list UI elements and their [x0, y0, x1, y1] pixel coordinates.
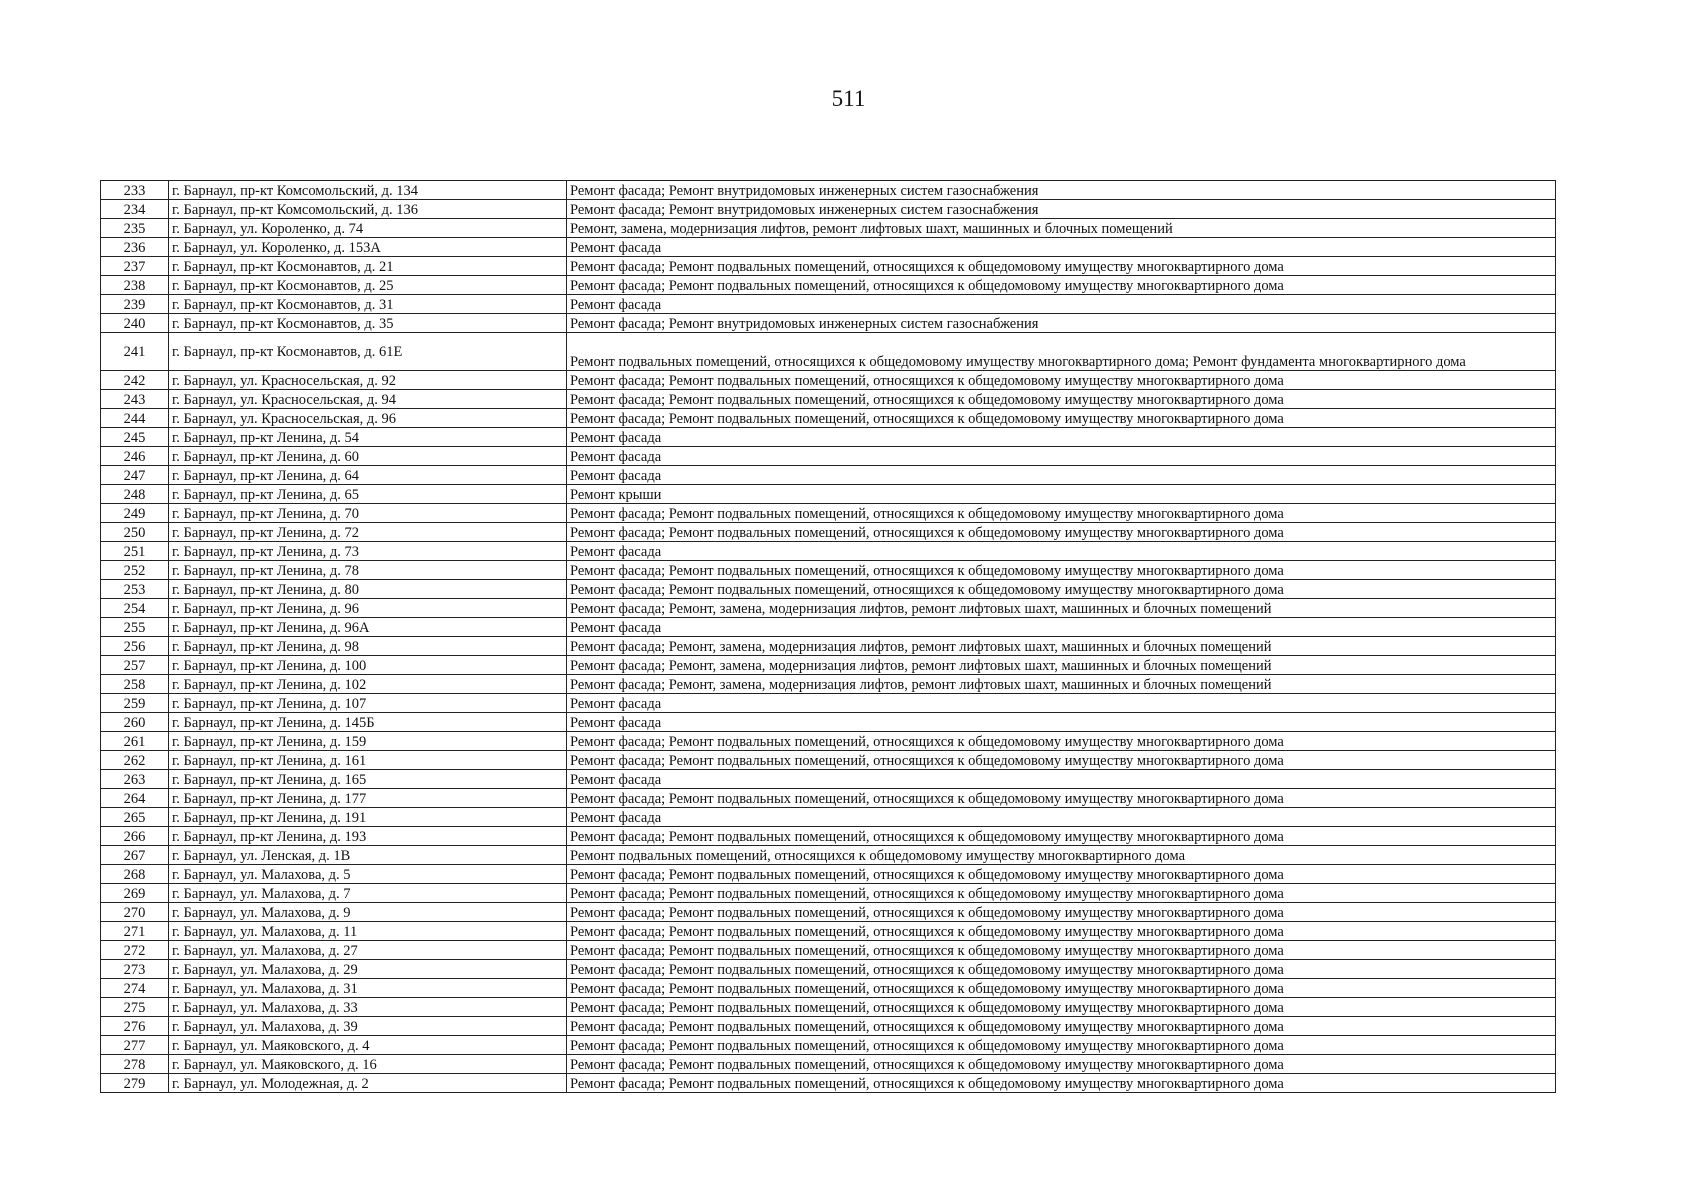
row-number: 265 — [101, 808, 169, 827]
row-number: 277 — [101, 1036, 169, 1055]
work-type-cell: Ремонт фасада; Ремонт, замена, модернизация лифтов, ремонт лифтовых шахт, машинных и блочных помещений — [567, 599, 1556, 618]
row-number: 268 — [101, 865, 169, 884]
table-row — [101, 998, 1556, 1017]
work-type-cell: Ремонт фасада; Ремонт подвальных помещений, относящихся к общедомовому имуществу многоквартирного дома — [567, 941, 1556, 960]
row-number: 272 — [101, 941, 169, 960]
address-cell: г. Барнаул, пр-кт Космонавтов, д. 21 — [169, 257, 567, 276]
work-type-cell: Ремонт фасада; Ремонт подвальных помещений, относящихся к общедомовому имуществу многоквартирного дома — [567, 865, 1556, 884]
row-number: 262 — [101, 751, 169, 770]
work-type-cell: Ремонт фасада — [567, 295, 1556, 314]
table-row — [101, 675, 1556, 694]
table-row — [101, 580, 1556, 599]
work-type-cell: Ремонт фасада; Ремонт подвальных помещений, относящихся к общедомовому имуществу многоквартирного дома — [567, 751, 1556, 770]
row-number: 276 — [101, 1017, 169, 1036]
table-body — [101, 181, 1556, 1093]
row-number: 269 — [101, 884, 169, 903]
table-row — [101, 637, 1556, 656]
table-row — [101, 371, 1556, 390]
work-type-cell: Ремонт фасада; Ремонт внутридомовых инженерных систем газоснабжения — [567, 181, 1556, 200]
row-number: 279 — [101, 1074, 169, 1093]
table-row — [101, 485, 1556, 504]
address-cell: г. Барнаул, ул. Маяковского, д. 16 — [169, 1055, 567, 1074]
table-row — [101, 941, 1556, 960]
table-row — [101, 1036, 1556, 1055]
address-cell: г. Барнаул, пр-кт Ленина, д. 191 — [169, 808, 567, 827]
work-type-cell: Ремонт фасада — [567, 238, 1556, 257]
row-number: 264 — [101, 789, 169, 808]
address-cell: г. Барнаул, ул. Малахова, д. 27 — [169, 941, 567, 960]
address-cell: г. Барнаул, пр-кт Ленина, д. 159 — [169, 732, 567, 751]
address-cell: г. Барнаул, пр-кт Ленина, д. 165 — [169, 770, 567, 789]
table-row — [101, 656, 1556, 675]
table-row — [101, 238, 1556, 257]
work-type-cell: Ремонт фасада; Ремонт подвальных помещений, относящихся к общедомовому имуществу многоквартирного дома — [567, 504, 1556, 523]
row-number: 263 — [101, 770, 169, 789]
table-row — [101, 276, 1556, 295]
address-cell: г. Барнаул, пр-кт Ленина, д. 96 — [169, 599, 567, 618]
address-cell: г. Барнаул, пр-кт Ленина, д. 60 — [169, 447, 567, 466]
address-cell: г. Барнаул, ул. Молодежная, д. 2 — [169, 1074, 567, 1093]
row-number: 260 — [101, 713, 169, 732]
address-cell: г. Барнаул, пр-кт Комсомольский, д. 136 — [169, 200, 567, 219]
work-type-cell: Ремонт фасада — [567, 428, 1556, 447]
address-cell: г. Барнаул, пр-кт Космонавтов, д. 25 — [169, 276, 567, 295]
work-type-cell: Ремонт фасада; Ремонт подвальных помещений, относящихся к общедомовому имуществу многоквартирного дома — [567, 903, 1556, 922]
row-number: 243 — [101, 390, 169, 409]
row-number: 249 — [101, 504, 169, 523]
row-number: 255 — [101, 618, 169, 637]
work-type-cell: Ремонт фасада — [567, 618, 1556, 637]
work-type-cell: Ремонт фасада; Ремонт подвальных помещений, относящихся к общедомовому имуществу многоквартирного дома — [567, 732, 1556, 751]
table-row — [101, 922, 1556, 941]
table-row — [101, 618, 1556, 637]
address-cell: г. Барнаул, ул. Красносельская, д. 92 — [169, 371, 567, 390]
address-cell: г. Барнаул, ул. Маяковского, д. 4 — [169, 1036, 567, 1055]
address-cell: г. Барнаул, пр-кт Ленина, д. 78 — [169, 561, 567, 580]
table-row — [101, 865, 1556, 884]
table-row — [101, 447, 1556, 466]
row-number: 245 — [101, 428, 169, 447]
work-type-cell: Ремонт фасада — [567, 770, 1556, 789]
work-type-cell: Ремонт фасада — [567, 447, 1556, 466]
table-row — [101, 732, 1556, 751]
row-number: 267 — [101, 846, 169, 865]
work-type-cell: Ремонт фасада; Ремонт подвальных помещений, относящихся к общедомовому имуществу многоквартирного дома — [567, 580, 1556, 599]
table-row — [101, 770, 1556, 789]
address-cell: г. Барнаул, пр-кт Ленина, д. 73 — [169, 542, 567, 561]
table-row — [101, 504, 1556, 523]
table-row — [101, 1074, 1556, 1093]
address-cell: г. Барнаул, ул. Ленская, д. 1В — [169, 846, 567, 865]
table-row — [101, 599, 1556, 618]
table-row — [101, 333, 1556, 371]
address-cell: г. Барнаул, ул. Короленко, д. 74 — [169, 219, 567, 238]
row-number: 248 — [101, 485, 169, 504]
address-cell: г. Барнаул, пр-кт Ленина, д. 98 — [169, 637, 567, 656]
row-number: 246 — [101, 447, 169, 466]
table-row — [101, 219, 1556, 238]
table-row — [101, 200, 1556, 219]
row-number: 251 — [101, 542, 169, 561]
repair-program-table — [100, 180, 1556, 1093]
work-type-cell: Ремонт фасада; Ремонт подвальных помещений, относящихся к общедомовому имуществу многоквартирного дома — [567, 827, 1556, 846]
address-cell: г. Барнаул, ул. Красносельская, д. 94 — [169, 390, 567, 409]
work-type-cell: Ремонт фасада; Ремонт подвальных помещений, относящихся к общедомовому имуществу многоквартирного дома — [567, 561, 1556, 580]
work-type-cell: Ремонт фасада — [567, 713, 1556, 732]
row-number: 242 — [101, 371, 169, 390]
address-cell: г. Барнаул, пр-кт Ленина, д. 177 — [169, 789, 567, 808]
work-type-cell: Ремонт фасада — [567, 542, 1556, 561]
address-cell: г. Барнаул, пр-кт Космонавтов, д. 31 — [169, 295, 567, 314]
table-row — [101, 808, 1556, 827]
row-number: 258 — [101, 675, 169, 694]
work-type-cell: Ремонт фасада; Ремонт подвальных помещений, относящихся к общедомовому имуществу многоквартирного дома — [567, 257, 1556, 276]
address-cell: г. Барнаул, пр-кт Ленина, д. 65 — [169, 485, 567, 504]
work-type-cell: Ремонт фасада — [567, 808, 1556, 827]
address-cell: г. Барнаул, ул. Малахова, д. 9 — [169, 903, 567, 922]
address-cell: г. Барнаул, ул. Малахова, д. 7 — [169, 884, 567, 903]
work-type-cell: Ремонт фасада; Ремонт внутридомовых инженерных систем газоснабжения — [567, 314, 1556, 333]
table-row — [101, 960, 1556, 979]
address-cell: г. Барнаул, пр-кт Ленина, д. 72 — [169, 523, 567, 542]
work-type-cell: Ремонт фасада; Ремонт подвальных помещений, относящихся к общедомовому имуществу многоквартирного дома — [567, 998, 1556, 1017]
address-cell: г. Барнаул, ул. Малахова, д. 31 — [169, 979, 567, 998]
row-number: 247 — [101, 466, 169, 485]
address-cell: г. Барнаул, пр-кт Ленина, д. 161 — [169, 751, 567, 770]
table-row — [101, 409, 1556, 428]
row-number: 261 — [101, 732, 169, 751]
row-number: 234 — [101, 200, 169, 219]
work-type-cell: Ремонт фасада; Ремонт подвальных помещений, относящихся к общедомовому имуществу многоквартирного дома — [567, 960, 1556, 979]
address-cell: г. Барнаул, пр-кт Космонавтов, д. 35 — [169, 314, 567, 333]
row-number: 236 — [101, 238, 169, 257]
table-row — [101, 1055, 1556, 1074]
page-number: 511 — [831, 86, 866, 111]
work-type-cell: Ремонт, замена, модернизация лифтов, ремонт лифтовых шахт, машинных и блочных помещений — [567, 219, 1556, 238]
address-cell: г. Барнаул, пр-кт Ленина, д. 100 — [169, 656, 567, 675]
row-number: 235 — [101, 219, 169, 238]
table-row — [101, 561, 1556, 580]
row-number: 244 — [101, 409, 169, 428]
work-type-cell: Ремонт фасада; Ремонт подвальных помещений, относящихся к общедомовому имуществу многоквартирного дома — [567, 371, 1556, 390]
address-cell: г. Барнаул, пр-кт Ленина, д. 64 — [169, 466, 567, 485]
row-number: 237 — [101, 257, 169, 276]
row-number: 250 — [101, 523, 169, 542]
work-type-cell: Ремонт фасада; Ремонт подвальных помещений, относящихся к общедомовому имуществу многоквартирного дома — [567, 979, 1556, 998]
table-row — [101, 523, 1556, 542]
address-cell: г. Барнаул, пр-кт Комсомольский, д. 134 — [169, 181, 567, 200]
address-cell: г. Барнаул, ул. Малахова, д. 29 — [169, 960, 567, 979]
work-type-cell: Ремонт фасада; Ремонт подвальных помещений, относящихся к общедомовому имуществу многоквартирного дома — [567, 1055, 1556, 1074]
table-row — [101, 257, 1556, 276]
table-row — [101, 789, 1556, 808]
table-row — [101, 1017, 1556, 1036]
work-type-cell: Ремонт фасада; Ремонт подвальных помещений, относящихся к общедомовому имуществу многоквартирного дома — [567, 390, 1556, 409]
work-type-cell: Ремонт фасада; Ремонт подвальных помещений, относящихся к общедомовому имуществу многоквартирного дома — [567, 1074, 1556, 1093]
table-row — [101, 181, 1556, 200]
work-type-cell: Ремонт фасада; Ремонт подвальных помещений, относящихся к общедомовому имуществу многоквартирного дома — [567, 276, 1556, 295]
row-number: 271 — [101, 922, 169, 941]
work-type-cell: Ремонт фасада; Ремонт подвальных помещений, относящихся к общедомовому имуществу многоквартирного дома — [567, 1036, 1556, 1055]
row-number: 266 — [101, 827, 169, 846]
row-number: 240 — [101, 314, 169, 333]
work-type-cell: Ремонт подвальных помещений, относящихся к общедомовому имуществу многоквартирного дома; Ремонт фундамента многоквартирного дома — [567, 333, 1556, 371]
address-cell: г. Барнаул, пр-кт Ленина, д. 145Б — [169, 713, 567, 732]
table-row — [101, 884, 1556, 903]
work-type-cell: Ремонт фасада; Ремонт подвальных помещений, относящихся к общедомовому имуществу многоквартирного дома — [567, 789, 1556, 808]
table-row — [101, 751, 1556, 770]
table-row — [101, 428, 1556, 447]
table-row — [101, 979, 1556, 998]
row-number: 241 — [101, 333, 169, 371]
address-cell: г. Барнаул, пр-кт Ленина, д. 54 — [169, 428, 567, 447]
row-number: 233 — [101, 181, 169, 200]
row-number: 275 — [101, 998, 169, 1017]
row-number: 270 — [101, 903, 169, 922]
address-cell: г. Барнаул, ул. Короленко, д. 153А — [169, 238, 567, 257]
row-number: 259 — [101, 694, 169, 713]
address-cell: г. Барнаул, пр-кт Космонавтов, д. 61Е — [169, 333, 567, 371]
address-cell: г. Барнаул, пр-кт Ленина, д. 70 — [169, 504, 567, 523]
table-row — [101, 295, 1556, 314]
address-cell: г. Барнаул, пр-кт Ленина, д. 193 — [169, 827, 567, 846]
address-cell: г. Барнаул, пр-кт Ленина, д. 80 — [169, 580, 567, 599]
address-cell: г. Барнаул, ул. Малахова, д. 11 — [169, 922, 567, 941]
work-type-cell: Ремонт фасада; Ремонт внутридомовых инженерных систем газоснабжения — [567, 200, 1556, 219]
table-row — [101, 314, 1556, 333]
row-number: 253 — [101, 580, 169, 599]
work-type-cell: Ремонт фасада; Ремонт подвальных помещений, относящихся к общедомовому имуществу многоквартирного дома — [567, 884, 1556, 903]
work-type-cell: Ремонт фасада; Ремонт подвальных помещений, относящихся к общедомовому имуществу многоквартирного дома — [567, 922, 1556, 941]
table-row — [101, 827, 1556, 846]
work-type-cell: Ремонт фасада — [567, 694, 1556, 713]
table-row — [101, 542, 1556, 561]
row-number: 256 — [101, 637, 169, 656]
work-type-cell: Ремонт фасада; Ремонт подвальных помещений, относящихся к общедомовому имуществу многоквартирного дома — [567, 1017, 1556, 1036]
address-cell: г. Барнаул, пр-кт Ленина, д. 96А — [169, 618, 567, 637]
work-type-cell: Ремонт фасада; Ремонт подвальных помещений, относящихся к общедомовому имуществу многоквартирного дома — [567, 409, 1556, 428]
address-cell: г. Барнаул, ул. Малахова, д. 5 — [169, 865, 567, 884]
work-type-cell: Ремонт фасада; Ремонт, замена, модернизация лифтов, ремонт лифтовых шахт, машинных и блочных помещений — [567, 675, 1556, 694]
table-row — [101, 713, 1556, 732]
address-cell: г. Барнаул, ул. Малахова, д. 33 — [169, 998, 567, 1017]
address-cell: г. Барнаул, пр-кт Ленина, д. 107 — [169, 694, 567, 713]
table-row — [101, 466, 1556, 485]
row-number: 273 — [101, 960, 169, 979]
row-number: 278 — [101, 1055, 169, 1074]
work-type-cell: Ремонт фасада — [567, 466, 1556, 485]
row-number: 238 — [101, 276, 169, 295]
table-row — [101, 390, 1556, 409]
address-cell: г. Барнаул, ул. Красносельская, д. 96 — [169, 409, 567, 428]
row-number: 254 — [101, 599, 169, 618]
row-number: 274 — [101, 979, 169, 998]
table-row — [101, 694, 1556, 713]
work-type-cell: Ремонт фасада; Ремонт подвальных помещений, относящихся к общедомовому имуществу многоквартирного дома — [567, 523, 1556, 542]
address-cell: г. Барнаул, пр-кт Ленина, д. 102 — [169, 675, 567, 694]
work-type-cell: Ремонт фасада; Ремонт, замена, модернизация лифтов, ремонт лифтовых шахт, машинных и блочных помещений — [567, 637, 1556, 656]
address-cell: г. Барнаул, ул. Малахова, д. 39 — [169, 1017, 567, 1036]
work-type-cell: Ремонт фасада; Ремонт, замена, модернизация лифтов, ремонт лифтовых шахт, машинных и блочных помещений — [567, 656, 1556, 675]
table-row — [101, 846, 1556, 865]
row-number: 252 — [101, 561, 169, 580]
table-row — [101, 903, 1556, 922]
work-type-cell: Ремонт крыши — [567, 485, 1556, 504]
row-number: 239 — [101, 295, 169, 314]
work-type-cell: Ремонт подвальных помещений, относящихся к общедомовому имуществу многоквартирного дома — [567, 846, 1556, 865]
row-number: 257 — [101, 656, 169, 675]
